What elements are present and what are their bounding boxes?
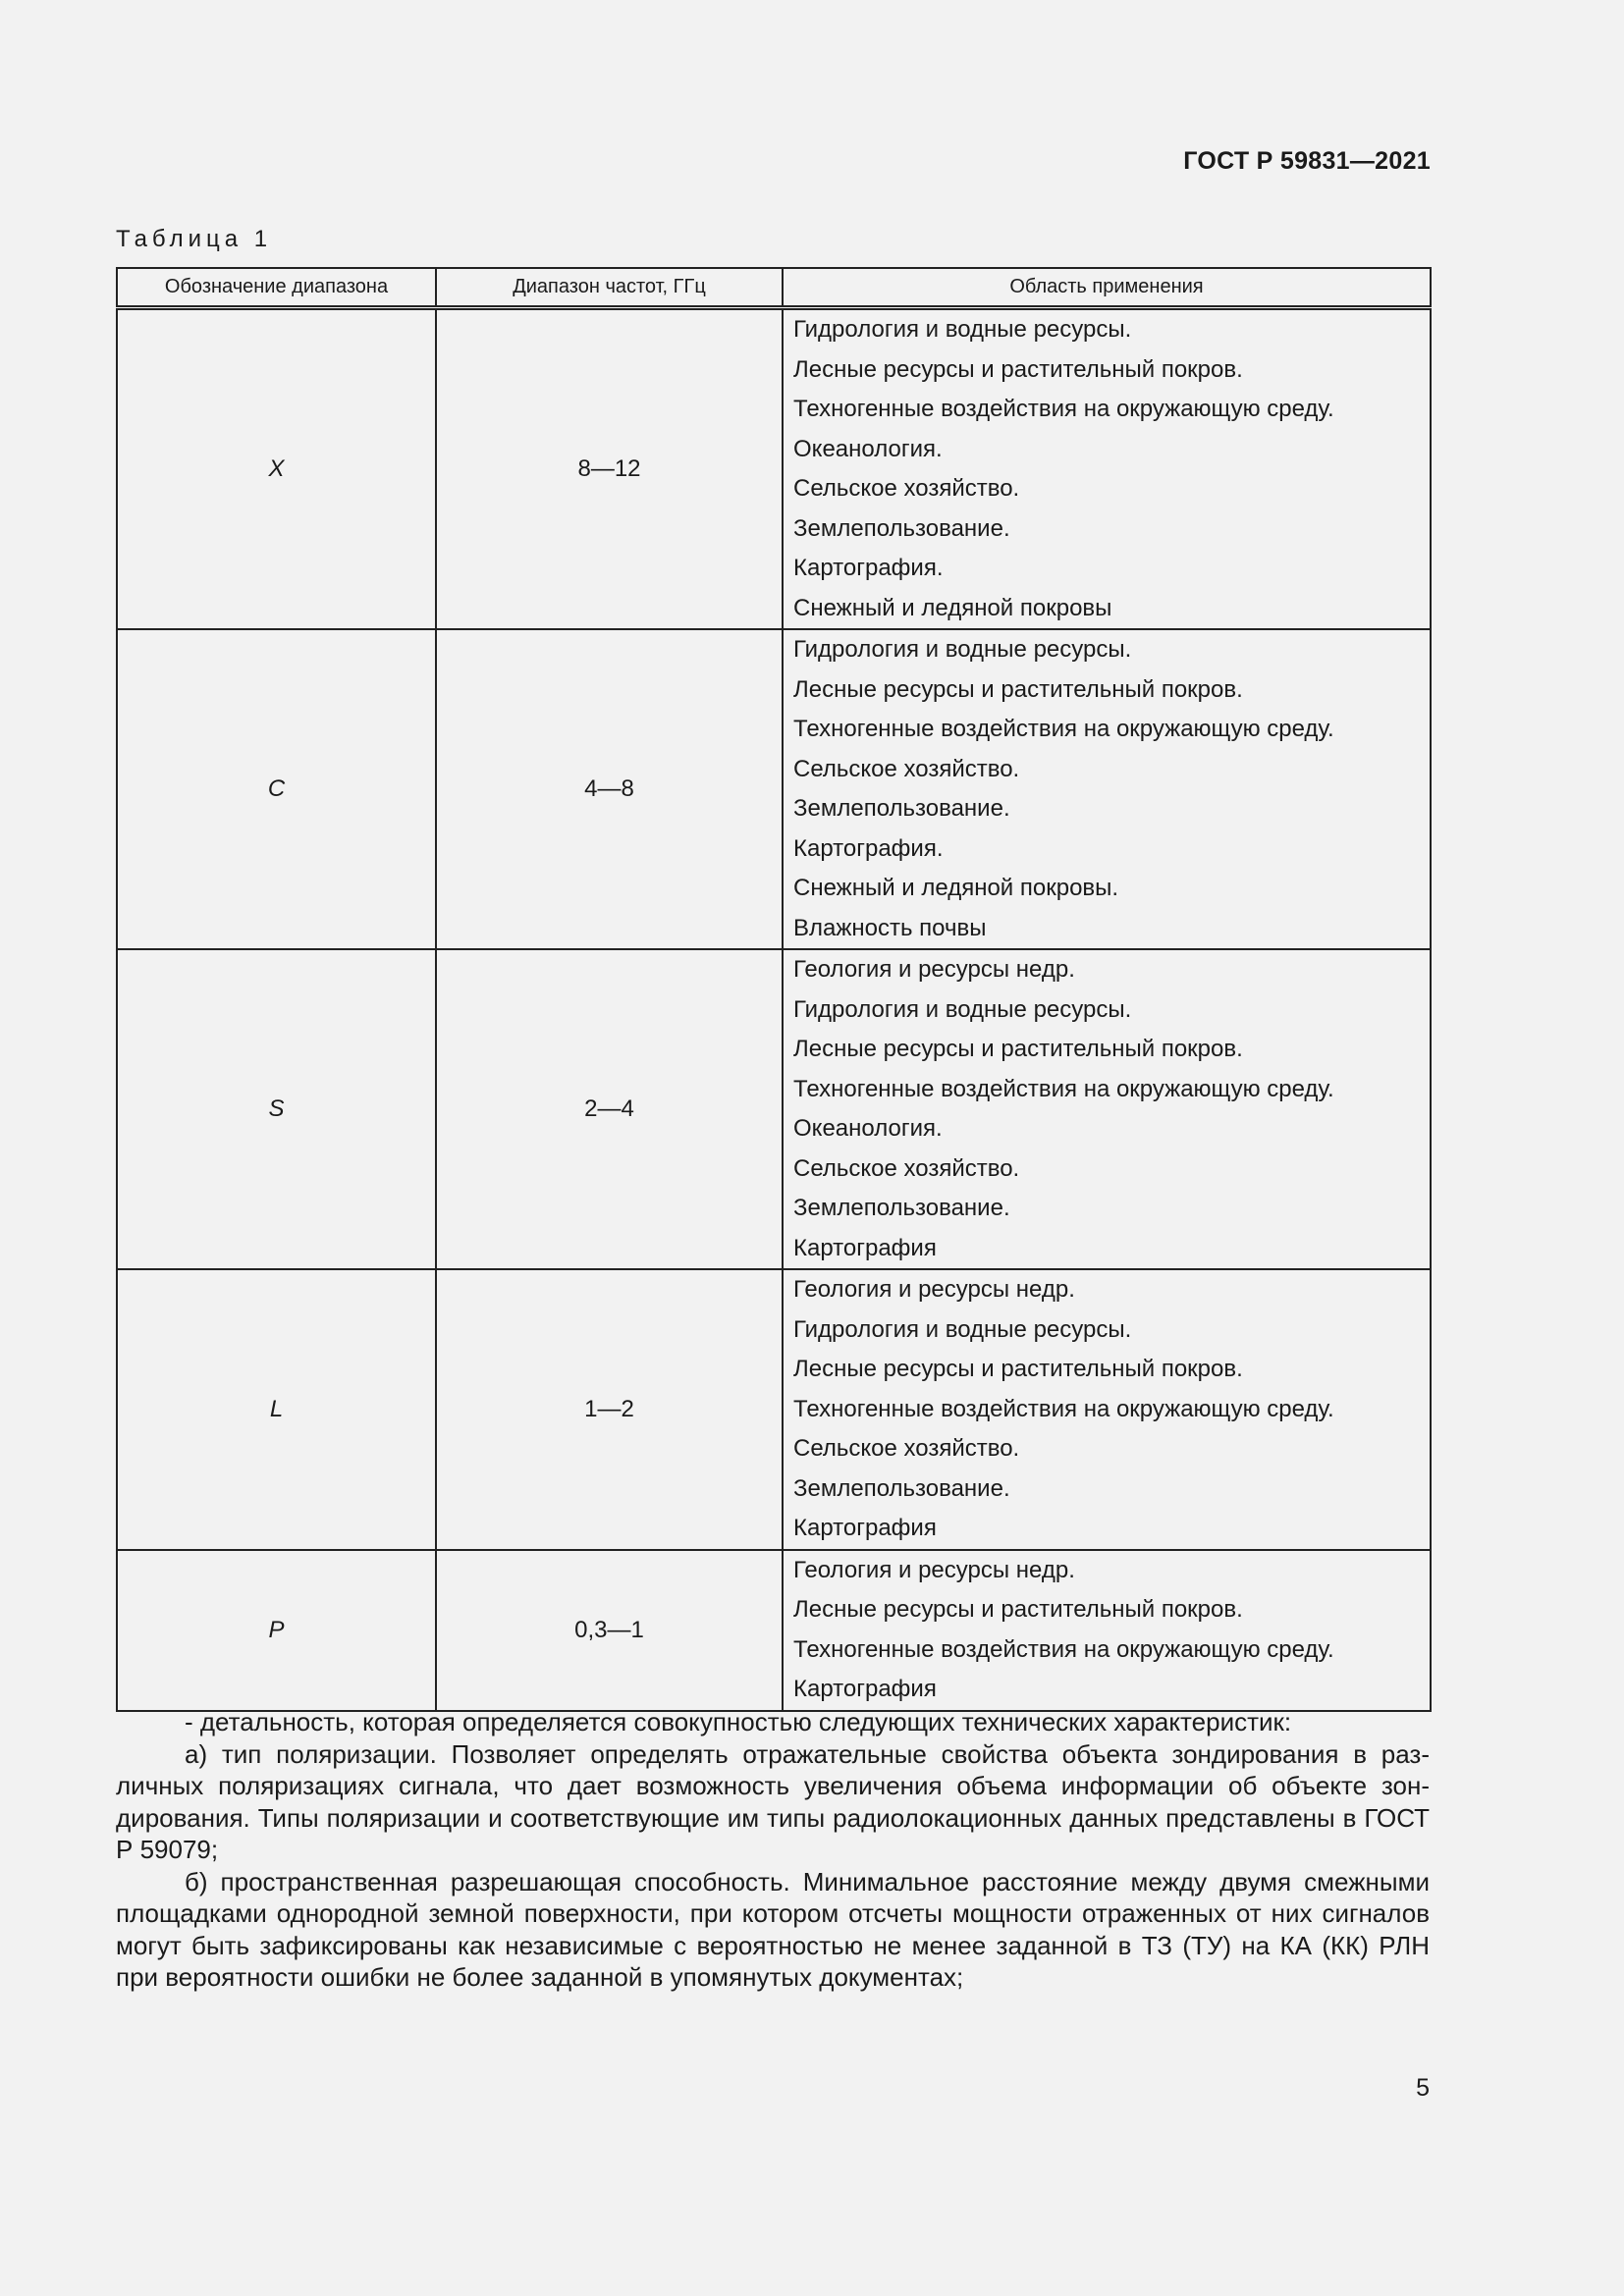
application-item: Техногенные воздействия на окружающую среду. (793, 396, 1334, 422)
application-item: Техногенные воздействия на окружающую среду. (793, 1395, 1334, 1422)
table-caption: Таблица 1 (116, 226, 273, 252)
application-item: Землепользование. (793, 795, 1010, 822)
application-item: Картография (793, 1234, 937, 1261)
application-item: Лесные ресурсы и растительный покров. (793, 355, 1243, 383)
application-item: Лесные ресурсы и растительный покров. (793, 1036, 1243, 1062)
frequency-range: 2—4 (436, 949, 783, 1269)
application-item: Техногенные воздействия на окружающую среду. (793, 1075, 1334, 1102)
application-item: Землепользование. (793, 1195, 1010, 1221)
application-item: Сельское хозяйство. (793, 1435, 1020, 1462)
paragraph: а) тип поляризации. Позволяет определять отражательные свойства объекта зондирования в различных поляризациях сигнала, что дает возможность увеличения объема информации об объекте зондирования. Типы поляризации и соответствующие им типы радиолокационных данных представлены в ГОСТ Р 59079; (116, 1738, 1430, 1864)
frequency-range: 8—12 (436, 308, 783, 630)
application-item: Снежный и ледяной покровы. (793, 875, 1119, 901)
table-row (117, 1550, 1431, 1711)
application-item: Техногенные воздействия на окружающую среду. (793, 1635, 1334, 1663)
application-list (783, 308, 1431, 630)
document-id: ГОСТ Р 59831—2021 (1183, 147, 1431, 175)
application-item: Техногенные воздействия на окружающую среду. (793, 716, 1334, 742)
application-item: Снежный и ледяной покровы (793, 594, 1112, 621)
application-item: Гидрология и водные ресурсы. (793, 995, 1132, 1023)
header-band: Обозначение диапазона (117, 268, 436, 308)
application-item: Картография. (793, 834, 944, 862)
application-item: Геология и ресурсы недр. (793, 956, 1075, 983)
application-item: Лесные ресурсы и растительный покров. (793, 1356, 1243, 1382)
application-item: Лесные ресурсы и растительный покров. (793, 675, 1243, 703)
table-row (117, 949, 1431, 1269)
body-text (116, 1706, 1430, 1994)
table-row (117, 308, 1431, 630)
application-item: Гидрология и водные ресурсы. (793, 636, 1132, 663)
application-item: Сельское хозяйство. (793, 1154, 1020, 1182)
application-item: Сельское хозяйство. (793, 755, 1020, 782)
band-designation: C (117, 629, 436, 949)
page-number: 5 (1416, 2074, 1430, 2102)
header-application: Область применения (783, 268, 1431, 308)
application-item: Геология и ресурсы недр. (793, 1556, 1075, 1583)
table-header-row (117, 268, 1431, 308)
table-row (117, 629, 1431, 949)
application-item: Влажность почвы (793, 914, 987, 941)
application-list (783, 1269, 1431, 1550)
application-item: Сельское хозяйство. (793, 475, 1020, 502)
application-item: Гидрология и водные ресурсы. (793, 1315, 1132, 1343)
paragraph: б) пространственная разрешающая способность. Минимальное расстояние между двумя смежными площадками однородной земной поверхности, при котором отсчеты мощности отраженных от них сигналов могут быть зафиксированы как независимые с вероятностью не менее заданной в ТЗ (ТУ) на КА (КК) РЛН при вероятности ошибки не более заданной в упомянутых документах; (116, 1866, 1430, 1992)
application-list (783, 1550, 1431, 1711)
frequency-range: 0,3—1 (436, 1550, 783, 1711)
application-item: Картография (793, 1676, 937, 1702)
frequency-range-table (116, 267, 1432, 1712)
band-designation: L (117, 1269, 436, 1550)
application-item: Лесные ресурсы и растительный покров. (793, 1596, 1243, 1623)
band-designation: S (117, 949, 436, 1269)
frequency-range: 1—2 (436, 1269, 783, 1550)
header-frequency: Диапазон частот, ГГц (436, 268, 783, 308)
application-item: Картография. (793, 555, 944, 581)
application-item: Геология и ресурсы недр. (793, 1276, 1075, 1303)
band-designation: X (117, 308, 436, 630)
application-item: Океанология. (793, 1115, 943, 1142)
application-item: Океанология. (793, 435, 943, 462)
application-item: Картография (793, 1515, 937, 1541)
table-row (117, 1269, 1431, 1550)
paragraph: - детальность, которая определяется совокупностью следующих технических характеристик: (185, 1707, 1292, 1736)
application-item: Землепользование. (793, 514, 1010, 542)
application-list (783, 629, 1431, 949)
application-item: Гидрология и водные ресурсы. (793, 316, 1132, 343)
frequency-range: 4—8 (436, 629, 783, 949)
band-designation: P (117, 1550, 436, 1711)
application-item: Землепользование. (793, 1474, 1010, 1502)
application-list (783, 949, 1431, 1269)
